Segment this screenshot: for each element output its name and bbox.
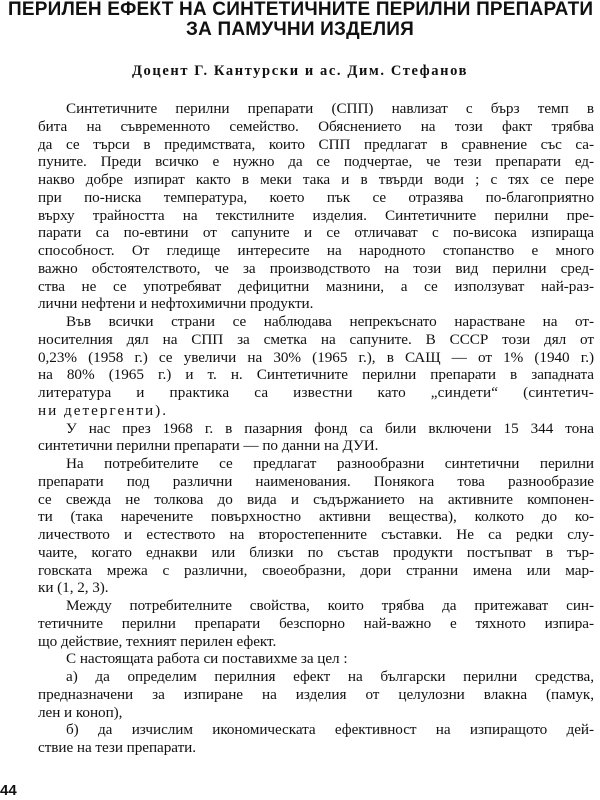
paragraph bbox=[38, 455, 594, 597]
text-line: а) да определим перилния ефект на български перилни средства, bbox=[66, 668, 594, 685]
text-line: ти (така наречените повърхностно активни вещества), колкото до ко- bbox=[38, 508, 594, 526]
list-item bbox=[38, 721, 594, 757]
text-line: 0,23% (1958 г.) се увеличи на 30% (1965 г.), в САЩ — от 1% (1940 г.) bbox=[38, 348, 594, 366]
text-line: Между потребителните свойства, които трябва да притежават син- bbox=[66, 597, 594, 614]
paragraph bbox=[38, 100, 594, 313]
paragraph bbox=[38, 597, 594, 650]
text-line: бита на съвременното семейство. Обяснението на този факт трябва bbox=[38, 117, 594, 135]
text-line: на 80% (1965 г.) и т. н. Синтетичните перилни препарати в западната bbox=[38, 366, 594, 384]
text-line: важно обстоятелството, че за производството на този вид перилни сред- bbox=[38, 259, 594, 277]
text-line: тетичните перилни препарати безспорно най-важно е тяхното изпира- bbox=[38, 614, 594, 632]
article-authors: Доцент Г. Кантурски и ас. Дим. Стефанов bbox=[131, 63, 469, 79]
text-line: да се търси в предимствата, които СПП предлагат в сравнение със са- bbox=[38, 135, 594, 153]
text-line: У нас през 1968 г. в пазарния фонд са били включени 15 344 тона bbox=[66, 419, 594, 437]
list-item bbox=[38, 668, 594, 721]
text-line: носителния дял на СПП за сметка на сапуните. В СССР този дял от bbox=[38, 330, 594, 348]
text-line: ки (1, 2, 3). bbox=[38, 579, 109, 597]
paragraph bbox=[38, 650, 594, 668]
text-line: се свежда не толкова до вида и съдържанието на активните компонен- bbox=[38, 490, 594, 508]
text-line: при по-ниска температура, което пък се отразява по-благоприятно bbox=[38, 188, 594, 206]
article-title-line-2: ЗА ПАМУЧНИ ИЗДЕЛИЯ bbox=[186, 19, 414, 40]
text-line: ни детергенти). bbox=[38, 401, 169, 419]
text-line: лен и коноп), bbox=[38, 703, 123, 721]
text-line: лични нефтени и нефтохимични продукти. bbox=[38, 295, 314, 313]
text-line: накво добре изпират както в меки така и в твърди води ; с тях се пере bbox=[38, 171, 594, 188]
text-line: ствие на тези препарати. bbox=[38, 739, 197, 756]
text-line: синтетични перилни препарати — по данни на ДУИ. bbox=[38, 437, 379, 455]
text-line: С настоящата работа си поставихме за цел : bbox=[66, 650, 348, 668]
text-line: пуните. Преди всичко е нужно да се подчертае, че тези препарати ед- bbox=[38, 153, 594, 171]
paragraph bbox=[38, 313, 594, 420]
article-title-line-1: ПЕРИЛЕН ЕФЕКТ НА СИНТЕТИЧНИТЕ ПЕРИЛНИ ПРЕПАРАТИ bbox=[8, 0, 594, 20]
text-line: препарати под различни наименования. Понякога това разнообразие bbox=[38, 472, 594, 490]
text-line: върху трайността на текстилните изделия. Синтетичните перилни пре- bbox=[38, 206, 594, 224]
text-line: парати са по-евтини от сапуните и се отличават с по-висока изпираща bbox=[38, 224, 594, 242]
text-line: предназначени за изпиране на изделия от целулозни влакна (памук, bbox=[38, 685, 594, 703]
text-line: Синтетичните перилни препарати (СПП) навлизат с бърз темп в bbox=[66, 100, 594, 117]
page-number: 44 bbox=[0, 782, 17, 799]
article-body bbox=[38, 100, 594, 757]
text-line: литература и практика са известни като „синдети“ (синтетич- bbox=[38, 384, 594, 401]
text-line: що действие, техният перилен ефект. bbox=[38, 632, 277, 650]
text-line: Във всички страни се наблюдава непрекъснато нарастване на от- bbox=[66, 313, 594, 330]
text-line: На потребителите се предлагат разнообразни синтетични перилни bbox=[66, 455, 594, 472]
text-line: б) да изчислим икономическата ефективност на изпиращото дей- bbox=[66, 721, 594, 739]
paragraph bbox=[38, 420, 594, 456]
text-line: личеството и естеството на второстепенните съставки. Не са редки слу- bbox=[38, 526, 594, 543]
text-line: способност. От гледище интересите на народното стопанство е много bbox=[38, 242, 594, 259]
text-line: ства не се употребяват дефицитни мазнини, а се използуват най-раз- bbox=[38, 277, 594, 295]
text-line: чаите, когато еднакви или близки по състав продукти постъпват в тър- bbox=[38, 543, 594, 561]
text-line: говската мрежа с различни, своеобразни, дори странни имена или мар- bbox=[38, 561, 594, 579]
